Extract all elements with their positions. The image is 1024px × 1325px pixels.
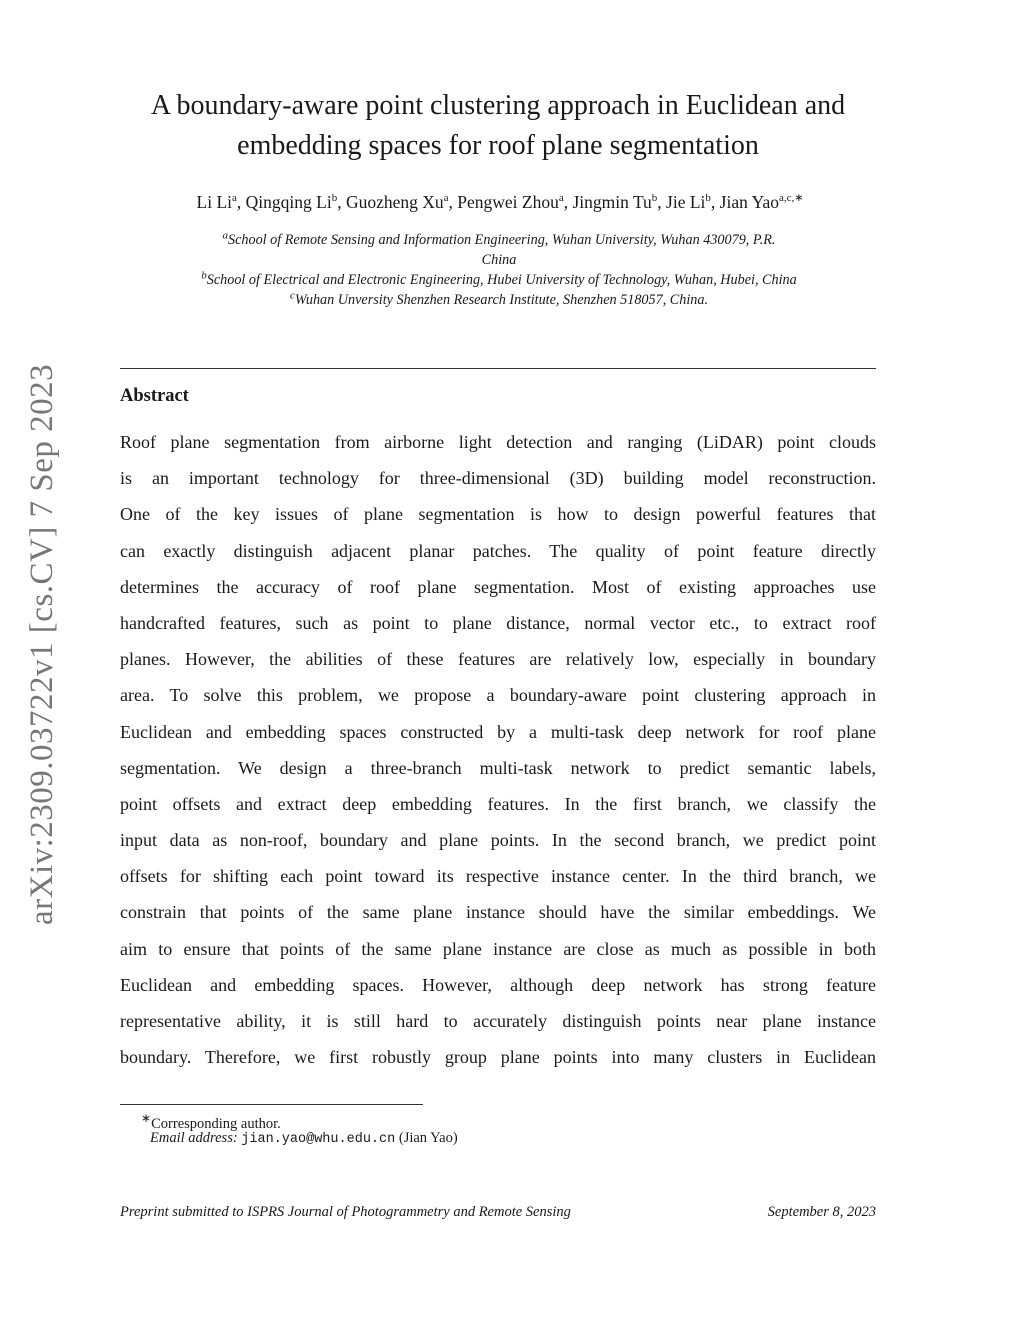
affiliation-a <box>104 230 894 250</box>
author-affil-sup: a <box>443 192 449 205</box>
abstract-line: point offsets and extract deep embedding features. In the first branch, we classify the <box>120 793 876 814</box>
abstract-line: planes. However, the abilities of these features are relatively low, especially in boundary <box>120 649 876 670</box>
abstract-line: is an important technology for three-dimensional (3D) building model reconstruction. <box>120 468 876 489</box>
email-owner: (Jian Yao) <box>398 1130 458 1146</box>
affiliation-b <box>104 270 894 290</box>
affiliation-c-text: Wuhan Unversity Shenzhen Research Institute, Shenzhen 518057, China. <box>294 292 709 308</box>
author-affil-sup: b <box>331 192 338 205</box>
title-line-1: A boundary-aware point clustering approach in Euclidean and <box>150 90 846 121</box>
affiliation-a-text: School of Remote Sensing and Information Engineering, Wuhan University, Wuhan 430079, P.R. <box>228 232 776 248</box>
author-affil-sup: b <box>651 192 658 205</box>
affiliation-b-sup: b <box>201 269 207 282</box>
affiliation-c <box>104 290 894 310</box>
paper-title <box>120 86 876 166</box>
affiliation-b-text: School of Electrical and Electronic Engineering, Hubei University of Technology, Wuhan, Hubei, China <box>206 272 797 288</box>
affiliation-c-sup: c <box>289 289 295 302</box>
abstract-line: area. To solve this problem, we propose a boundary-aware point clustering approach in <box>120 685 876 706</box>
footnote-text: Corresponding author. <box>151 1115 281 1132</box>
author-name: Jian Yao <box>719 192 779 212</box>
abstract-top-rule <box>120 368 876 369</box>
abstract-line: representative ability, it is still hard to accurately distinguish points near plane instance <box>120 1011 876 1031</box>
footnote-rule <box>120 1104 423 1105</box>
abstract-line: Euclidean and embedding spaces constructed by a multi-task deep network for roof plane <box>120 721 876 742</box>
abstract-line: One of the key issues of plane segmentation is how to design powerful features that <box>120 504 876 525</box>
affiliation-a-continued: China <box>481 252 517 268</box>
abstract-line: segmentation. We design a three-branch multi-task network to predict semantic labels, <box>120 757 876 778</box>
author-name: Pengwei Zhou <box>457 192 559 212</box>
author-name: Li Li <box>196 192 232 212</box>
email-label: Email address: <box>150 1130 238 1146</box>
author-name: Qingqing Li <box>245 192 332 212</box>
footnote-mark: ∗ <box>141 1111 152 1125</box>
author-affil-sup: b <box>705 192 711 205</box>
abstract-line: constrain that points of the same plane instance should have the similar embeddings. We <box>120 902 876 923</box>
abstract-line: boundary. Therefore, we first robustly group plane points into many clusters in Euclidean <box>120 1047 876 1068</box>
email-address-link[interactable]: jian.yao@whu.edu.cn <box>241 1132 396 1147</box>
arxiv-identifier-stamp[interactable]: arXiv:2309.03722v1 [cs.CV] 7 Sep 2023 <box>24 363 60 925</box>
abstract-line: Roof plane segmentation from airborne light detection and ranging (LiDAR) point clouds <box>120 432 876 452</box>
author-name: Jie Li <box>666 192 706 212</box>
author-name: Guozheng Xu <box>345 192 444 212</box>
title-line-2: embedding spaces for roof plane segmentation <box>237 130 759 161</box>
author-affil-sup: a,c,∗ <box>778 192 804 205</box>
abstract-heading: Abstract <box>120 386 189 406</box>
abstract-line: determines the accuracy of roof plane segmentation. Most of existing approaches use <box>120 576 876 597</box>
abstract-line: handcrafted features, such as point to plane distance, normal vector etc., to extract roof <box>120 612 876 633</box>
abstract-line: input data as non-roof, boundary and plane points. In the second branch, we predict point <box>120 830 876 851</box>
author-affil-sup: a <box>558 192 564 205</box>
abstract-body <box>120 424 876 1075</box>
abstract-line: offsets for shifting each point toward its respective instance center. In the third branch, we <box>120 866 876 887</box>
abstract-line: can exactly distinguish adjacent planar patches. The quality of point feature directly <box>120 540 876 561</box>
author-affil-sup: a <box>232 192 237 205</box>
preprint-note: Preprint submitted to ISPRS Journal of Photogrammetry and Remote Sensing <box>120 1204 571 1220</box>
email-footnote <box>150 1128 458 1150</box>
author-list: Li Li$^a$, Qingqing Li$^b$, Guozheng Xu$^a$, Pengwei Zhou$^a$, Jingmin Tu$^b$, Jie Li$^b$, Jian Yao$^{a,c,∗}$ <box>196 192 804 212</box>
affiliation-a-sup: a <box>222 229 228 242</box>
abstract-line: aim to ensure that points of the same plane instance are close as much as possible in both <box>120 938 876 959</box>
abstract-line: Euclidean and embedding spaces. However, although deep network has strong feature <box>120 974 876 995</box>
preprint-date: September 8, 2023 <box>767 1204 876 1220</box>
author-name: Jingmin Tu <box>572 192 652 212</box>
